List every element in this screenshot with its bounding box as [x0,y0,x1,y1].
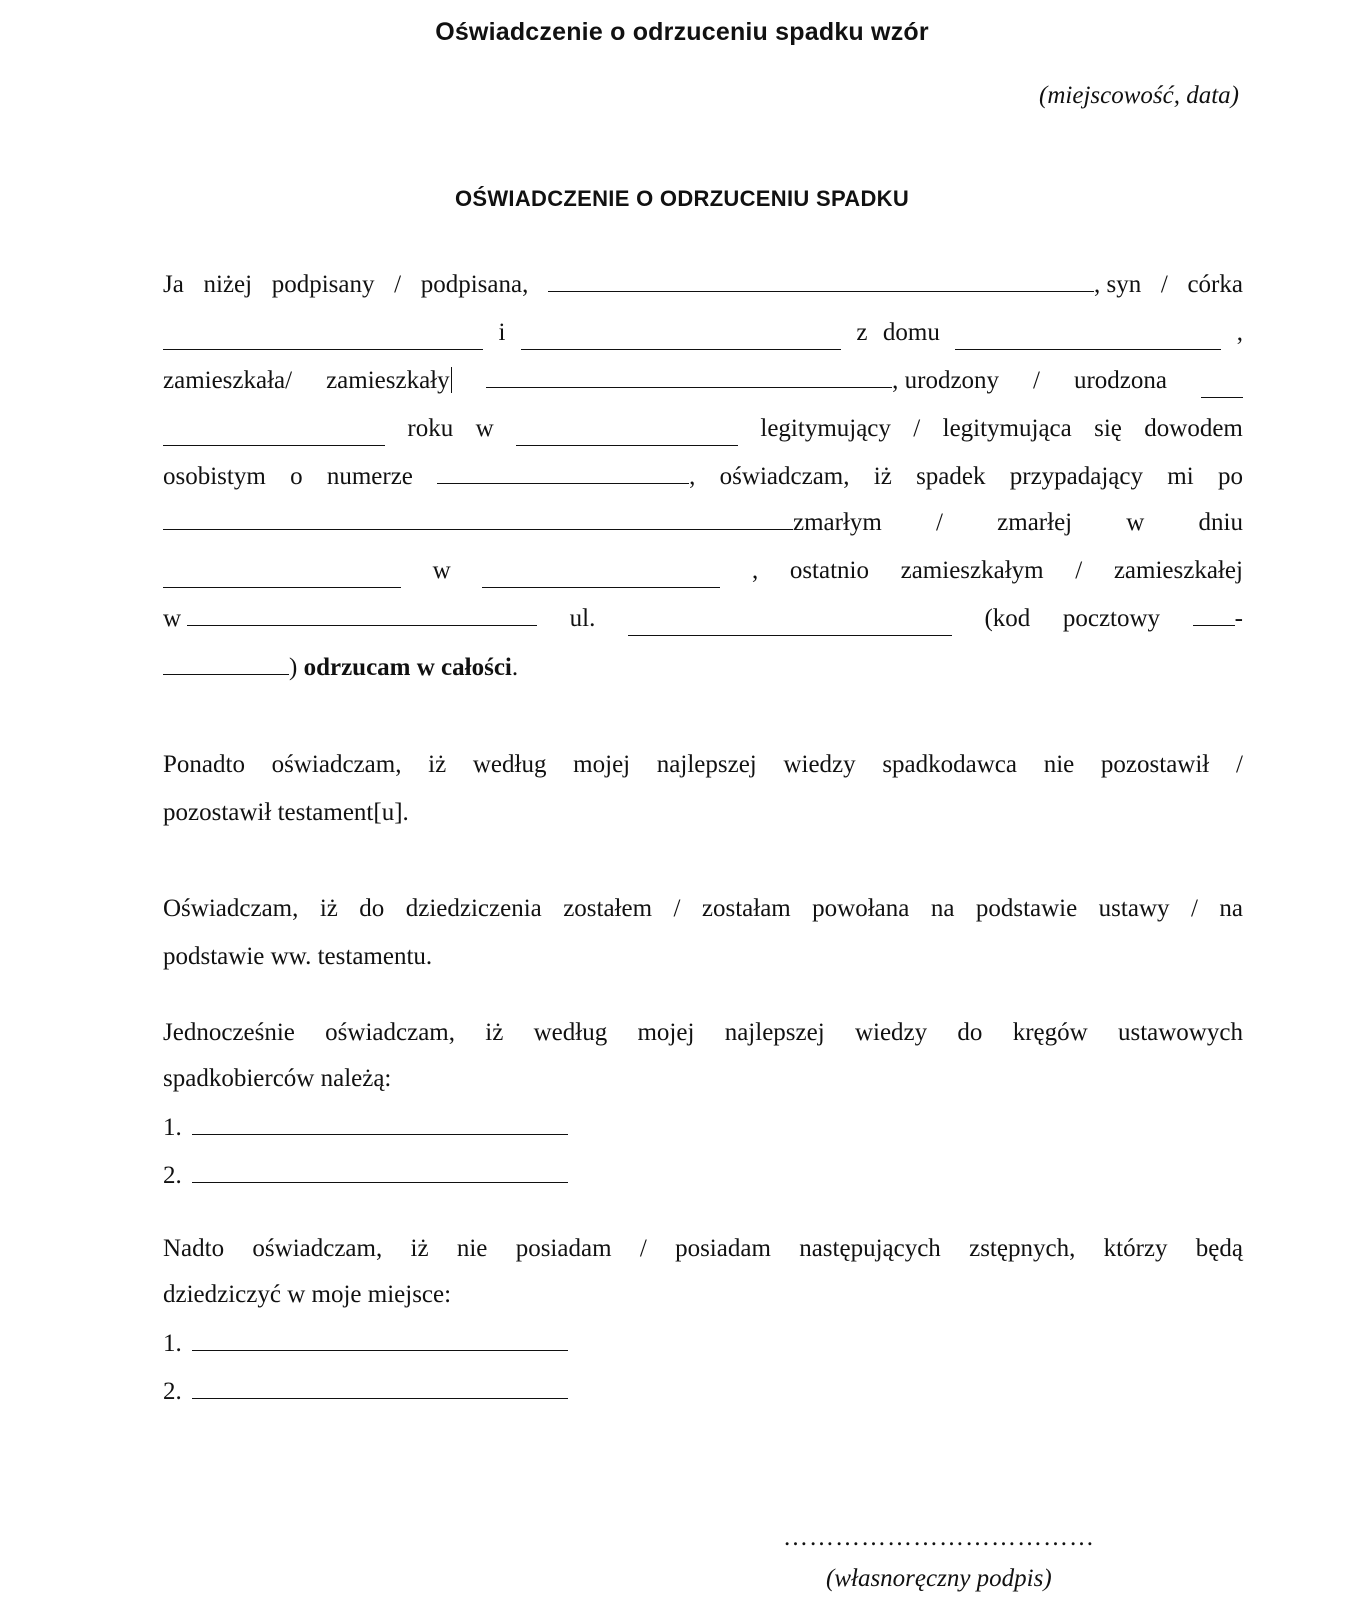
word: iż [428,751,447,778]
word: następujących [799,1235,941,1262]
word: kręgów [1012,1019,1088,1046]
para1-line2 [163,316,1243,350]
word: oświadczam, [252,1235,383,1262]
word: pozostawił [1100,751,1210,778]
word: Ponadto [163,751,245,778]
word: oświadczam, [325,1019,455,1046]
word: w [475,415,494,442]
word: , syn [1093,271,1142,298]
word: / [936,509,943,536]
word: w [1126,509,1145,536]
word: osobistym [163,463,266,490]
word: domu [882,319,940,346]
word: legitymująca [942,415,1072,442]
word: mojej [637,1019,695,1046]
word: . [511,654,519,681]
descendant-list-item [163,1326,568,1360]
mother-name-blank[interactable] [521,325,841,350]
word: legitymujący [760,415,891,442]
word: mojej [573,751,631,778]
word: w [163,605,182,632]
word: na [1219,895,1243,922]
word: podstawie [975,895,1078,922]
deceased-city-blank[interactable] [187,601,537,626]
word: podpisana, [420,271,529,298]
death-place-blank[interactable] [482,563,720,588]
word: / [639,1235,647,1262]
word: / [1190,895,1198,922]
word: / [673,895,681,922]
descendant-blank[interactable] [192,1326,568,1351]
word: dziedziczenia [405,895,542,922]
address-blank[interactable] [486,363,892,388]
word: iż [410,1235,429,1262]
maiden-name-blank[interactable] [955,325,1221,350]
word: powołana [812,895,910,922]
word: posiadam [515,1235,612,1262]
birth-date-blank[interactable] [163,421,385,446]
birth-date-blank-start[interactable] [1201,373,1243,398]
word: iż [319,895,338,922]
para5-line1 [163,1232,1243,1266]
para1-line8 [163,602,1243,636]
word: oświadczam, [719,463,850,490]
word: roku [407,415,454,442]
word: zostałam [701,895,791,922]
word: zamieszkałej [1113,557,1243,584]
para2-line1 [163,748,1243,782]
bold-statement: odrzucam w całości [303,654,512,681]
word: / [1075,557,1083,584]
postal-code-blank-start[interactable] [1193,601,1235,626]
word: / [1160,271,1168,298]
word: niżej [203,271,253,298]
word: Oświadczam, [163,895,299,922]
word: pocztowy [1062,605,1161,632]
word: ustawowych [1117,1019,1243,1046]
signature-label: (własnoręczny podpis) [826,1565,1052,1592]
word: dowodem [1144,415,1243,442]
word: nie [456,1235,488,1262]
word: wiedzy [854,1019,928,1046]
word: zamieszkały [326,367,450,394]
word: posiadam [675,1235,771,1262]
word: / [913,415,921,442]
word: ul. [569,605,596,632]
word: nie [1043,751,1075,778]
list-number: 2. [163,1378,182,1405]
word: zamieszkałym [900,557,1044,584]
word: według [533,1019,608,1046]
descendant-list-item [163,1374,568,1408]
word: z [856,319,868,346]
word: / [394,271,402,298]
death-date-blank[interactable] [163,563,401,588]
id-number-blank[interactable] [437,459,689,484]
word: najlepszej [656,751,757,778]
para4-line1 [163,1016,1243,1050]
word: zmarłej [997,509,1073,536]
para2-line2: pozostawił testament[u]. [163,799,409,826]
word: po [1217,463,1243,490]
word: spadkodawca [882,751,1017,778]
para3-line2: podstawie ww. testamentu. [163,943,433,970]
para4-line2: spadkobierców należą: [163,1065,392,1092]
word: - [1234,605,1243,632]
word: iż [873,463,892,490]
page-title: Oświadczenie o odrzuceniu spadku wzór [435,18,929,46]
heir-list-item [163,1110,568,1144]
descendant-blank[interactable] [192,1374,568,1399]
word: córka [1187,271,1243,298]
word: zstępnych, [969,1235,1076,1262]
word: dniu [1198,509,1243,536]
word: w [432,557,451,584]
word: Jednocześnie [163,1019,295,1046]
word: do [359,895,385,922]
word: się [1094,415,1122,442]
word: urodzona [1073,367,1167,394]
para1-line7 [163,554,1243,588]
word: zostałem [563,895,653,922]
word: według [472,751,547,778]
word: o [290,463,303,490]
para1-line1 [163,268,1243,302]
para1-line4 [163,412,1243,446]
word: / [1235,751,1243,778]
father-name-blank[interactable] [163,325,483,350]
word: będą [1195,1235,1243,1262]
para1-line5 [163,460,1243,494]
list-number: 2. [163,1162,182,1189]
word: zmarłym [793,509,882,536]
word: / [1033,367,1040,394]
heir-blank[interactable] [192,1158,568,1183]
postal-code-blank[interactable] [163,650,289,675]
word: do [957,1019,983,1046]
para5-line2: dziedziczyć w moje miejsce: [163,1281,452,1308]
word: podpisany [271,271,375,298]
para1-line9 [163,650,518,684]
word: przypadający [1009,463,1144,490]
word: na [930,895,955,922]
word: najlepszej [724,1019,825,1046]
word: , [1236,319,1243,346]
word: ) [289,654,298,681]
word: wiedzy [783,751,856,778]
word: zamieszkała/ [163,367,293,394]
word: i [498,319,506,346]
list-number: 1. [163,1330,182,1357]
signature-line[interactable]: ……………………………… [783,1524,1095,1551]
word: , urodzony [892,367,1000,394]
street-blank[interactable] [628,611,952,636]
word: którzy [1103,1235,1168,1262]
heir-blank[interactable] [192,1110,568,1135]
deceased-name-blank[interactable] [163,505,793,530]
name-blank[interactable] [548,267,1094,292]
word: , [751,557,759,584]
birth-place-blank[interactable] [516,421,738,446]
word: ustawy [1098,895,1170,922]
para1-line6 [163,506,1243,540]
word: iż [485,1019,504,1046]
word: oświadczam, [271,751,402,778]
list-number: 1. [163,1114,182,1141]
heir-list-item [163,1158,568,1192]
word: , [689,463,696,490]
word: numerze [326,463,413,490]
word: (kod [984,605,1031,632]
document-heading: OŚWIADCZENIE O ODRZUCENIU SPADKU [454,186,910,211]
place-date-label: (miejscowość, data) [1039,82,1239,109]
word: ostatnio [789,557,869,584]
para3-line1 [163,892,1243,926]
word: Ja [163,271,184,298]
text-caret [451,367,453,393]
word: spadek [916,463,986,490]
word: mi [1167,463,1194,490]
word: Nadto [163,1235,225,1262]
para1-line3 [163,364,1243,398]
